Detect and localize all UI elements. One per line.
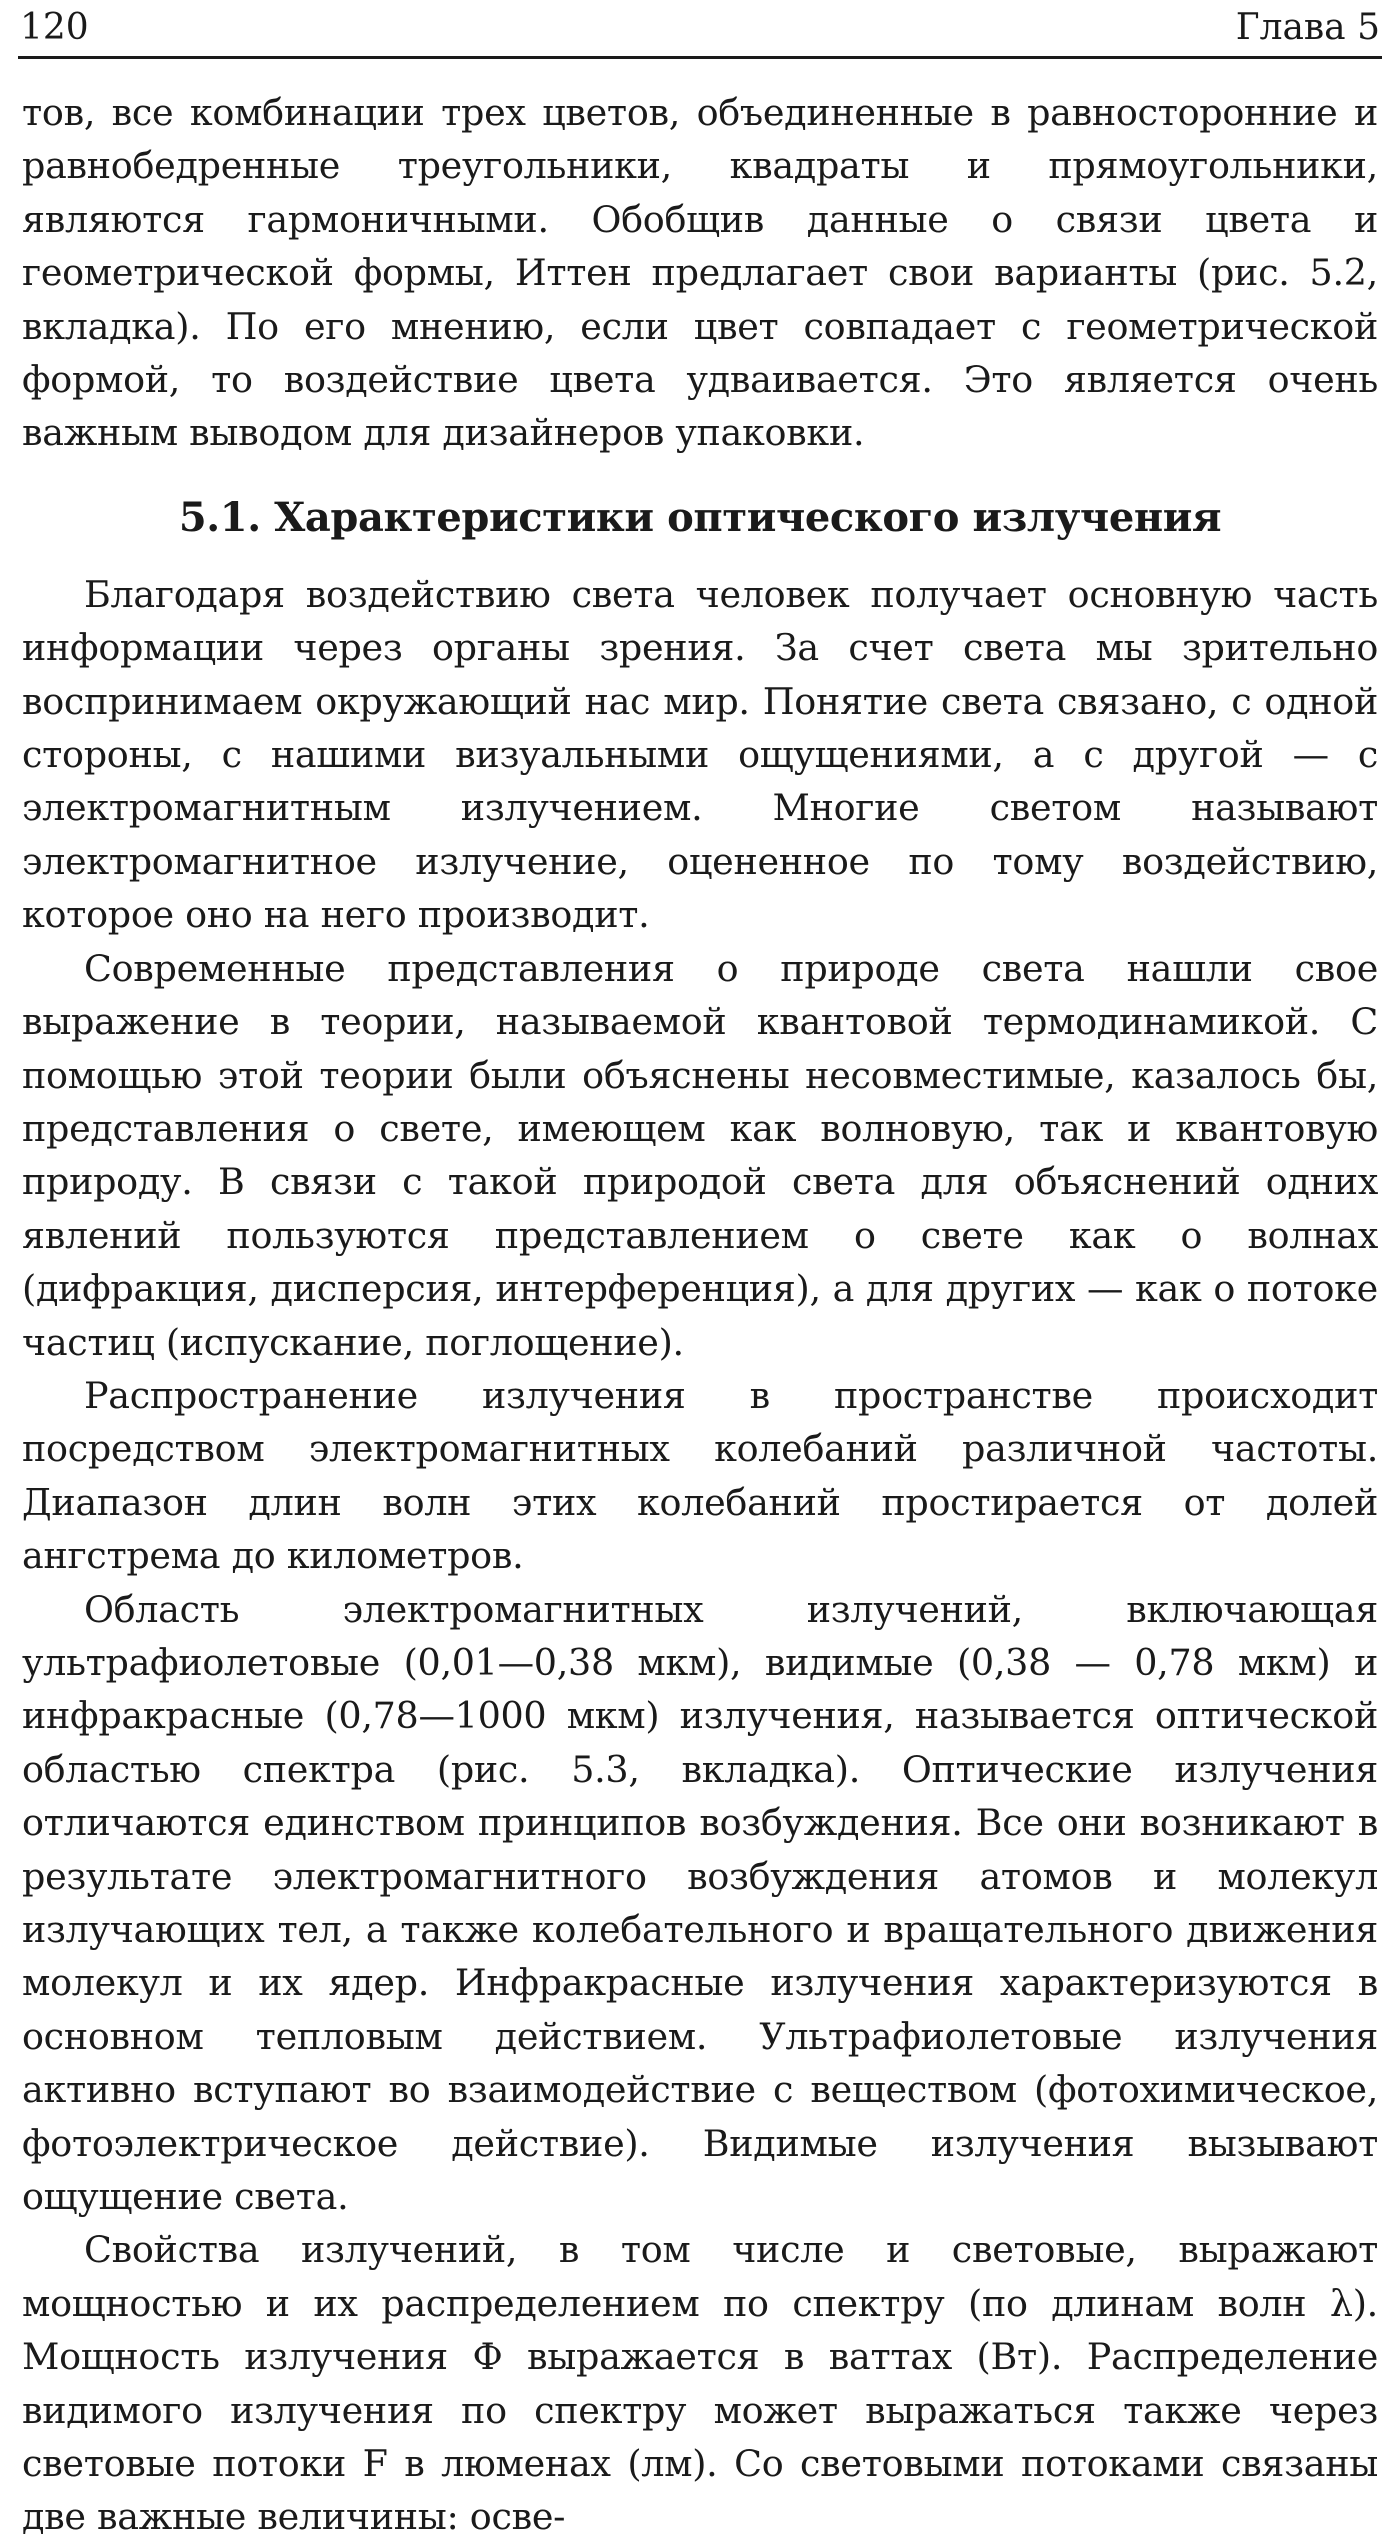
running-header bbox=[18, 2, 1382, 59]
body-text bbox=[22, 86, 1378, 2544]
book-page bbox=[18, 0, 1382, 2539]
paragraph-continued: тов, все комбинации трех цветов, объединенные в равносторонние и равнобедренные треугольники, квадраты и прямоугольники, являются гармоничными. Обобщив данные о связи цвета и геометрической формы, Иттен предлагает свои варианты (рис. 5.2, вкладка). По его мнению, если цвет совпадает с геометрической формой, то воздействие цвета удваивается. Это является очень важным выводом для дизайнеров упаковки. bbox=[22, 91, 1378, 455]
paragraph-optical-spectrum: Область электромагнитных излучений, включающая ультрафиолетовые (0,01—0,38 мкм), видимые (0,38 — 0,78 мкм) и инфракрасные (0,78—1000 мкм) излучения, называется оптической областью спектра (рис. 5.3, вкладка). Оптические излучения отличаются единством принципов возбуждения. Все они возникают в результате электромагнитного возбуждения атомов и молекул излучающих тел, а также колебательного и вращательного движения молекул и их ядер. Инфракрасные излучения характеризуются в основном тепловым действием. Ультрафиолетовые излучения активно вступают во взаимодействие с веществом (фотохимическое, фотоэлектрическое действие). Видимые излучения вызывают ощущение света. bbox=[22, 1587, 1378, 2219]
page-number: 120 bbox=[20, 7, 89, 48]
paragraph-light-theory: Современные представления о природе света нашли свое выражение в теории, называемой квантовой термодинамикой. С помощью этой теории были объяснены несовместимые, казалось бы, представления о свете, имеющем как волновую, так и квантовую природу. В связи с такой природой света для объяснений одних явлений пользуются представлением о свете как о волнах (дифракция, дисперсия, интерференция), а для других — как о потоке частиц (испускание, поглощение). bbox=[22, 946, 1378, 1364]
paragraph-radiation-properties: Свойства излучений, в том числе и световые, выражают мощностью и их распределением по спектру (по длинам волн λ). Мощность излучения Ф выражается в ваттах (Вт). Распределение видимого излучения по спектру может выражаться также через световые потоки F в люменах (лм). Со световыми потоками связаны две важные величины: осве- bbox=[22, 2228, 1378, 2539]
chapter-title: Глава 5 bbox=[1235, 7, 1380, 48]
paragraph-light-perception: Благодаря воздействию света человек получает основную часть информации через органы зрения. За счет света мы зрительно воспринимаем окружающий нас мир. Понятие света связано, с одной стороны, с нашими визуальными ощущениями, а с другой — с электромагнитным излучением. Многие светом называют электромагнитное излучение, оцененное по тому воздействию, которое оно на него производит. bbox=[22, 572, 1378, 937]
section-heading: 5.1. Характеристики оптического излучения bbox=[178, 493, 1222, 541]
paragraph-radiation-propagation: Распространение излучения в пространстве происходит посредством электромагнитных колебаний различной частоты. Диапазон длин волн этих колебаний простирается от долей ангстрема до километров. bbox=[22, 1373, 1378, 1578]
